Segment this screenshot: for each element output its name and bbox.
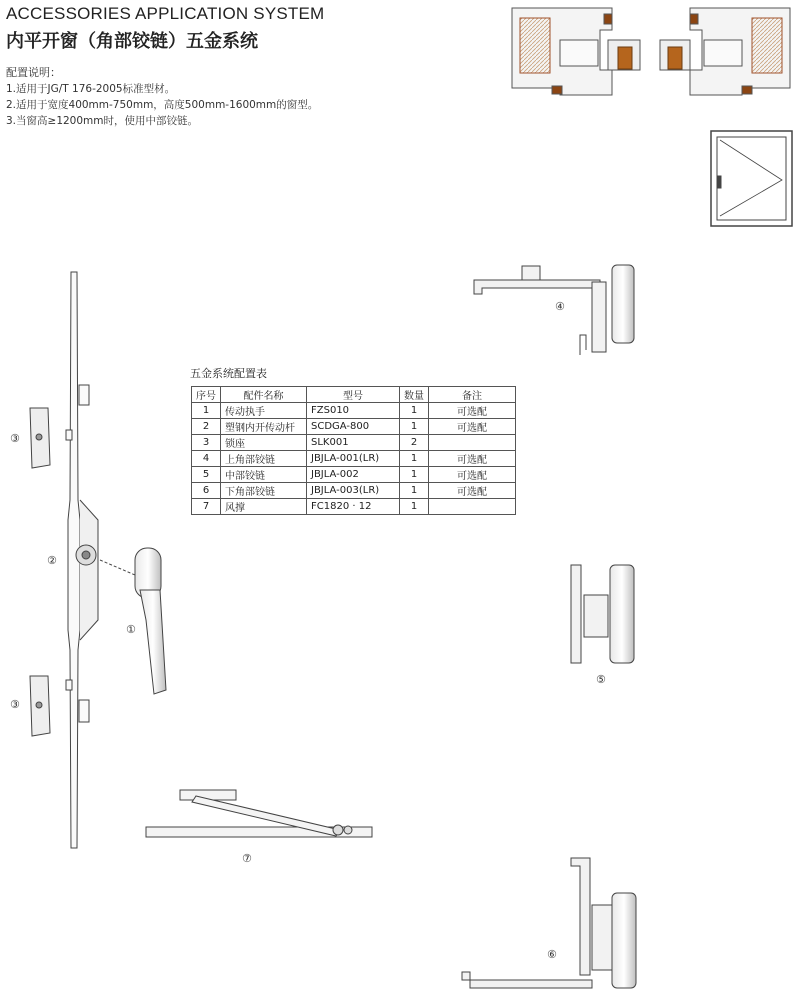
notes-heading: 配置说明： bbox=[6, 66, 61, 79]
cell-name: 传动执手 bbox=[221, 403, 307, 419]
cell-qty: 1 bbox=[400, 419, 429, 435]
cell-qty: 2 bbox=[400, 435, 429, 451]
cell-model: JBJLA-003(LR) bbox=[307, 483, 400, 499]
cell-no: 6 bbox=[192, 483, 221, 499]
cell-qty: 1 bbox=[400, 451, 429, 467]
cell-qty: 1 bbox=[400, 499, 429, 515]
table-row bbox=[192, 483, 516, 499]
table-row bbox=[192, 419, 516, 435]
callout-1: ① bbox=[126, 623, 136, 636]
cell-name: 中部铰链 bbox=[221, 467, 307, 483]
cell-name: 下角部铰链 bbox=[221, 483, 307, 499]
friction-stay bbox=[146, 790, 372, 837]
cell-note bbox=[429, 499, 516, 515]
header-note: 备注 bbox=[429, 387, 516, 403]
table-row bbox=[192, 451, 516, 467]
cell-model: SCDGA-800 bbox=[307, 419, 400, 435]
cell-no: 3 bbox=[192, 435, 221, 451]
table-header-row bbox=[192, 387, 516, 403]
profile-cross-section bbox=[512, 8, 790, 95]
cell-name: 锁座 bbox=[221, 435, 307, 451]
callout-3-top: ③ bbox=[10, 432, 20, 445]
table-title: 五金系统配置表 bbox=[190, 367, 267, 380]
header-qty: 数量 bbox=[400, 387, 429, 403]
window-handle bbox=[100, 548, 166, 694]
cell-model: SLK001 bbox=[307, 435, 400, 451]
cell-note: 可选配 bbox=[429, 419, 516, 435]
cell-qty: 1 bbox=[400, 403, 429, 419]
note-item-3: 3.当窗高≥1200mm时，使用中部铰链。 bbox=[6, 115, 198, 127]
note-item-2: 2.适用于宽度400mm-750mm，高度500mm-1600mm的窗型。 bbox=[6, 99, 319, 111]
cell-name: 风撑 bbox=[221, 499, 307, 515]
table-row bbox=[192, 435, 516, 451]
cell-note: 可选配 bbox=[429, 467, 516, 483]
header-name: 配件名称 bbox=[221, 387, 307, 403]
window-elevation-icon bbox=[711, 131, 792, 226]
callout-3-bottom: ③ bbox=[10, 698, 20, 711]
cell-note: 可选配 bbox=[429, 403, 516, 419]
lock-keeper-bottom bbox=[30, 676, 50, 736]
table-row bbox=[192, 499, 516, 515]
transmission-rod bbox=[66, 272, 98, 848]
lock-keeper-top bbox=[30, 408, 50, 468]
middle-hinge bbox=[571, 565, 634, 663]
callout-2: ② bbox=[47, 554, 57, 567]
callout-4: ④ bbox=[555, 300, 565, 313]
cell-qty: 1 bbox=[400, 483, 429, 499]
table-row bbox=[192, 403, 516, 419]
title-chinese: 内平开窗（角部铰链）五金系统 bbox=[6, 31, 258, 52]
cell-name: 塑钢内开传动杆 bbox=[221, 419, 307, 435]
top-corner-hinge bbox=[474, 265, 634, 355]
callout-6: ⑥ bbox=[547, 948, 557, 961]
cell-qty: 1 bbox=[400, 467, 429, 483]
cell-name: 上角部铰链 bbox=[221, 451, 307, 467]
cell-no: 7 bbox=[192, 499, 221, 515]
cell-no: 4 bbox=[192, 451, 221, 467]
table-row bbox=[192, 467, 516, 483]
cell-model: FC1820 · 12 bbox=[307, 499, 400, 515]
cell-model: JBJLA-002 bbox=[307, 467, 400, 483]
header-no: 序号 bbox=[192, 387, 221, 403]
callout-7: ⑦ bbox=[242, 852, 252, 865]
title-english: ACCESSORIES APPLICATION SYSTEM bbox=[6, 4, 325, 23]
cell-no: 2 bbox=[192, 419, 221, 435]
cell-note: 可选配 bbox=[429, 483, 516, 499]
cell-no: 1 bbox=[192, 403, 221, 419]
note-item-1: 1.适用于JG/T 176-2005标准型材。 bbox=[6, 83, 176, 95]
callout-5: ⑤ bbox=[596, 673, 606, 686]
header-model: 型号 bbox=[307, 387, 400, 403]
bottom-corner-hinge bbox=[462, 858, 636, 988]
cell-note: 可选配 bbox=[429, 451, 516, 467]
cell-note bbox=[429, 435, 516, 451]
cell-model: FZS010 bbox=[307, 403, 400, 419]
cell-model: JBJLA-001(LR) bbox=[307, 451, 400, 467]
config-table bbox=[191, 386, 516, 515]
cell-no: 5 bbox=[192, 467, 221, 483]
